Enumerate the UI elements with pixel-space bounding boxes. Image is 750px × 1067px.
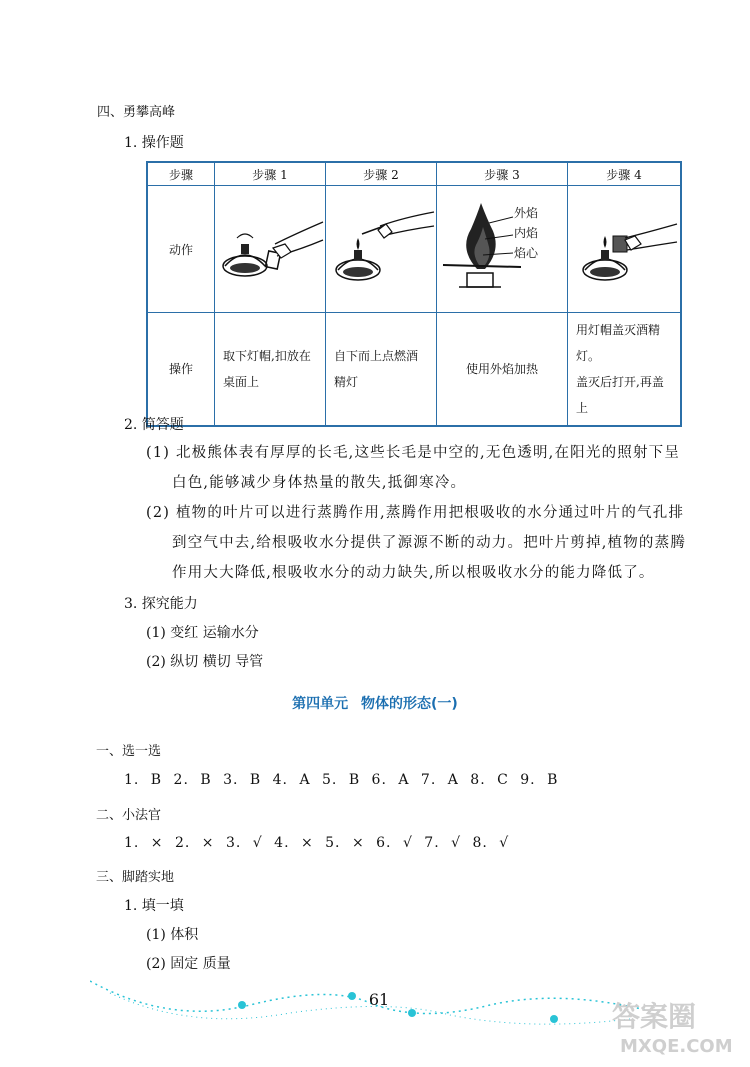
flame-labels <box>514 203 538 263</box>
unit-title: 第四单元 物体的形态(一) <box>292 696 458 712</box>
table-header-cell: 步骤 <box>147 162 215 186</box>
step3-figure <box>437 186 568 313</box>
table-action-row <box>147 186 681 313</box>
operation-cell-3 <box>437 313 568 427</box>
part3-question-1: 1. 填一填 <box>124 898 184 914</box>
table-header-cell: 步骤 2 <box>326 162 437 186</box>
part1-answers: 1. B 2. B 3. B 4. A 5. B 6. A 7. A 8. C 9. B <box>124 772 559 788</box>
operation-text: 桌面上 <box>223 375 260 389</box>
extinguish-lamp-illustration <box>569 204 679 294</box>
page-number: 61 <box>368 990 390 1009</box>
step1-figure <box>215 186 326 313</box>
question-2-label: 2. 简答题 <box>124 417 184 433</box>
flame-label-inner: 内焰 <box>514 226 539 240</box>
step2-figure <box>326 186 437 313</box>
part1-title: 一、选一选 <box>96 744 162 759</box>
flame-heating-illustration <box>437 199 567 299</box>
answer-line: 到空气中去,给根吸收水分提供了源源不断的动力。把叶片剪掉,植物的蒸腾 <box>172 535 687 551</box>
answer-line: 植物的叶片可以进行蒸腾作用,蒸腾作用把根吸收的水分通过叶片的气孔排 <box>175 505 685 521</box>
question-3-label: 3. 探究能力 <box>124 596 198 612</box>
step4-figure <box>568 186 682 313</box>
part2-title: 二、小法官 <box>96 808 162 823</box>
table-header-row <box>147 162 681 186</box>
part3-answer-2: (2) 固定 质量 <box>146 956 231 972</box>
table-header-cell: 步骤 1 <box>215 162 326 186</box>
operation-text: 精灯 <box>334 375 359 389</box>
answer-line: 白色,能够减少身体热量的散失,抵御寒冷。 <box>172 475 467 491</box>
answer-line: 作用大大降低,根吸收水分的动力缺失,所以根吸收水分的能力降低了。 <box>172 565 655 581</box>
question-1-label: 1. 操作题 <box>124 135 184 151</box>
answer-number: (2) <box>146 505 171 521</box>
answer-2-2 <box>146 498 706 588</box>
table-operation-row <box>147 313 681 427</box>
table-header-cell: 步骤 4 <box>568 162 682 186</box>
part3-answer-1: (1) 体积 <box>146 927 199 943</box>
answer-3-1: (1) 变红 运输水分 <box>146 625 259 641</box>
watermark-logo: 答案圈 <box>612 1000 697 1033</box>
section-title: 四、勇攀高峰 <box>97 105 176 120</box>
operation-cell-1 <box>215 313 326 427</box>
answer-number: (1) <box>146 445 171 461</box>
part3-title: 三、脚踏实地 <box>96 870 175 885</box>
answer-line: 北极熊体表有厚厚的长毛,这些长毛是中空的,无色透明,在阳光的照射下呈 <box>175 445 681 461</box>
operation-text: 取下灯帽,扣放在 <box>223 349 311 363</box>
part2-answers: 1. × 2. × 3. √ 4. × 5. × 6. √ 7. √ 8. √ <box>124 835 510 851</box>
operation-text: 使用外焰加热 <box>465 362 538 376</box>
table-header-cell: 步骤 3 <box>437 162 568 186</box>
remove-cap-illustration <box>215 204 325 294</box>
operation-cell-2 <box>326 313 437 427</box>
operation-text: 盖灭后打开,再盖上 <box>576 375 664 415</box>
flame-label-outer: 外焰 <box>514 206 539 220</box>
operation-text: 自下而上点燃酒 <box>334 349 419 363</box>
operation-text: 用灯帽盖灭酒精灯。 <box>576 323 661 363</box>
operation-table <box>146 161 682 427</box>
watermark-domain: MXQE.COM <box>620 1036 733 1057</box>
row-label-operation: 操作 <box>147 313 215 427</box>
light-lamp-illustration <box>326 204 436 294</box>
answer-3-2: (2) 纵切 横切 导管 <box>146 654 264 670</box>
row-label-action: 动作 <box>147 186 215 313</box>
flame-label-core: 焰心 <box>514 246 539 260</box>
answer-2-1 <box>146 438 706 498</box>
operation-cell-4 <box>568 313 682 427</box>
